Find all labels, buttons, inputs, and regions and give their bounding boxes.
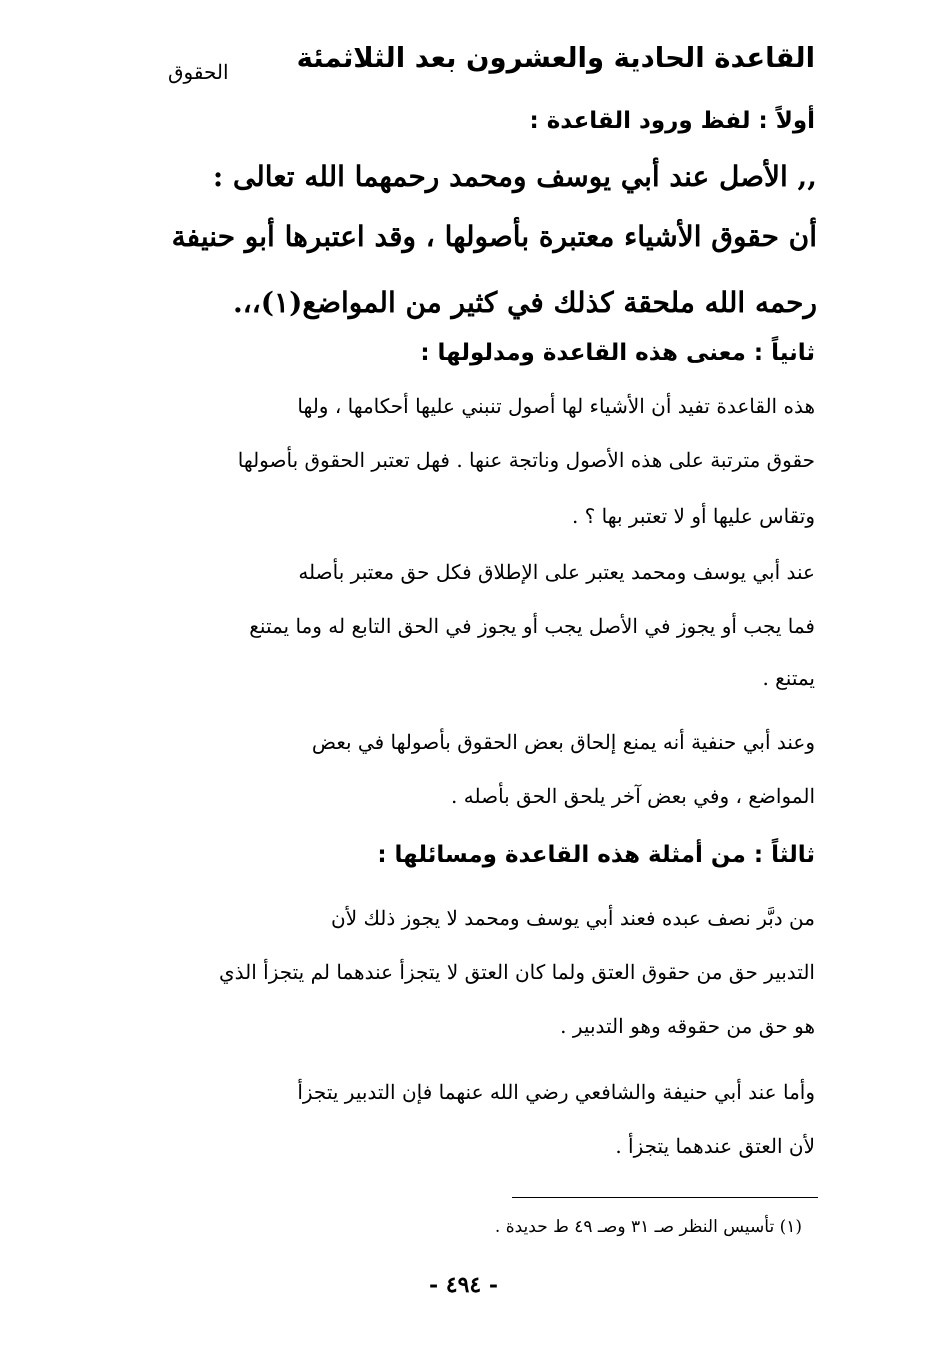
- paragraph-line: وأما عند أبي حنيفة والشافعي رضي الله عنهما فإن التدبير يتجزأ: [297, 1080, 815, 1104]
- paragraph-line: هذه القاعدة تفيد أن الأشياء لها أصول تنبني عليها أحكامها ، ولها: [297, 394, 815, 418]
- paragraph-line: هو حق من حقوقه وهو التدبير .: [560, 1014, 815, 1038]
- footnote: (١) تأسيس النظر صـ ٣١ وصـ ٤٩ ط حديدة .: [494, 1217, 802, 1237]
- rule-quote-line-2: أن حقوق الأشياء معتبرة بأصولها ، وقد اعتبرها أبو حنيفة: [171, 220, 817, 253]
- paragraph-line: من دبَّر نصف عبده فعند أبي يوسف ومحمد لا يجوز ذلك لأن: [331, 906, 815, 930]
- paragraph-line: حقوق مترتبة على هذه الأصول وناتجة عنها . فهل تعتبر الحقوق بأصولها: [237, 448, 815, 472]
- footnote-separator: [512, 1197, 818, 1198]
- paragraph-line: المواضع ، وفي بعض آخر يلحق الحق بأصله .: [451, 784, 815, 808]
- rule-quote-line-3: رحمه الله ملحقة كذلك في كثير من المواضع(١)،،.: [232, 286, 817, 319]
- paragraph-line: وعند أبي حنفية أنه يمنع إلحاق بعض الحقوق بأصولها في بعض: [311, 730, 815, 754]
- rule-quote-line-1: ,, الأصل عند أبي يوسف ومحمد رحمهما الله تعالى :: [212, 160, 817, 193]
- rule-title: القاعدة الحادية والعشرون بعد الثلاثمئة: [296, 42, 815, 74]
- paragraph-line: وتقاس عليها أو لا تعتبر بها ؟ .: [571, 504, 815, 528]
- heading-second: ثانياً : معنى هذه القاعدة ومدلولها :: [420, 340, 815, 366]
- paragraph-line: فما يجب أو يجوز في الأصل يجب أو يجوز في الحق التابع له وما يمتنع: [249, 614, 815, 638]
- heading-third: ثالثاً : من أمثلة هذه القاعدة ومسائلها :: [377, 842, 815, 868]
- page-number: - ٤٩٤ -: [428, 1272, 499, 1298]
- heading-first: أولاً : لفظ ورود القاعدة :: [529, 108, 815, 134]
- running-header-section: الحقوق: [168, 60, 229, 84]
- paragraph-line: التدبير حق من حقوق العتق ولما كان العتق لا يتجزأ عندهما لم يتجزأ الذي: [218, 960, 815, 984]
- paragraph-line: عند أبي يوسف ومحمد يعتبر على الإطلاق فكل حق معتبر بأصله: [298, 560, 815, 584]
- paragraph-line: لأن العتق عندهما يتجزأ .: [615, 1134, 815, 1158]
- paragraph-line: يمتنع .: [762, 666, 815, 690]
